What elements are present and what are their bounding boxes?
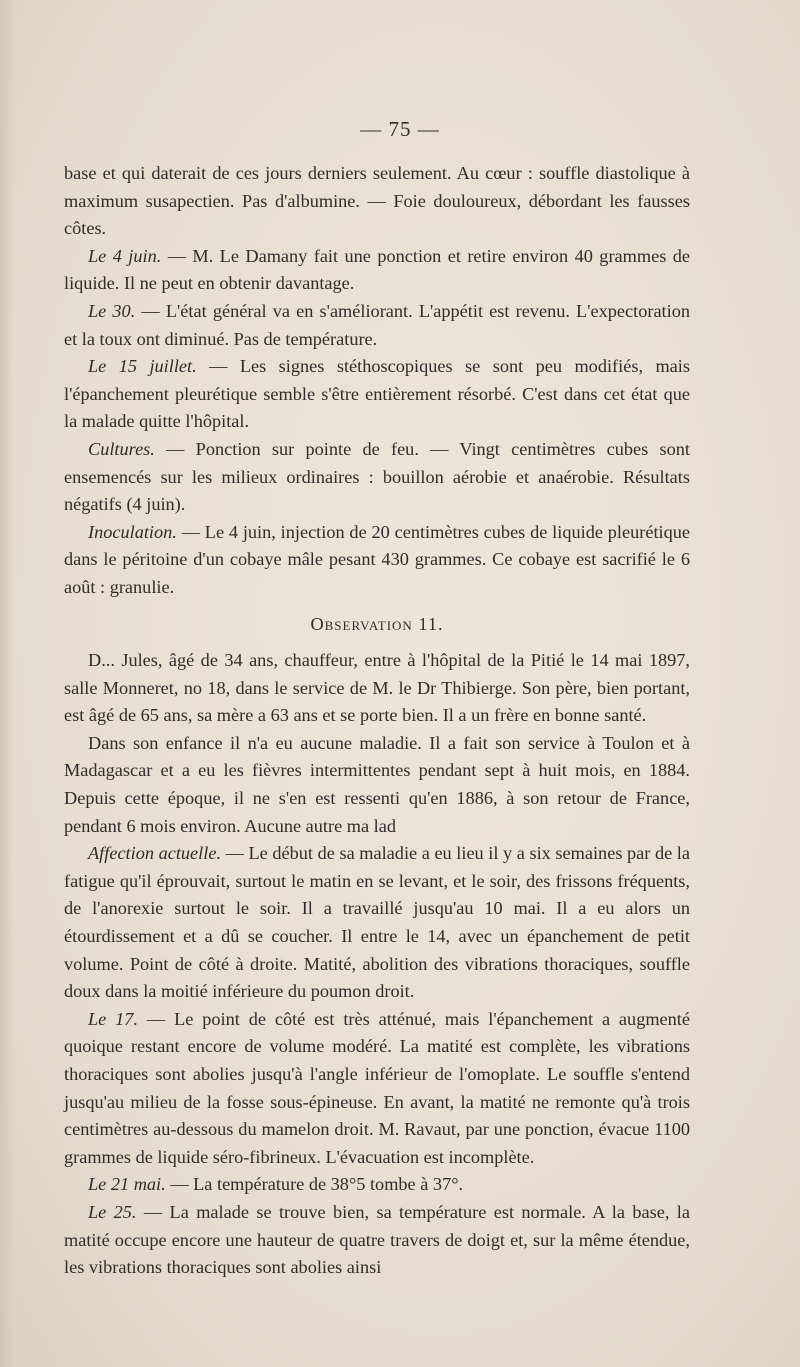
paragraph	[64, 1006, 690, 1172]
paragraph	[64, 519, 690, 602]
paragraph-lead: Inoculation.	[88, 521, 177, 542]
paragraph-lead: Le 30.	[88, 300, 136, 321]
paragraph	[64, 243, 690, 298]
paragraph	[64, 730, 690, 840]
paragraph-lead: Affection actuelle.	[88, 843, 222, 864]
paragraph-lead: Le 25.	[88, 1201, 137, 1222]
paragraph-text: Dans son enfance il n'a eu aucune maladie. Il a fait son service à Toulon et à Madagascar et a eu les fièvres intermittentes pendant sept à huit mois, en 1884. Depuis cette époque, il ne s'en est ressenti qu'en 1886, à son retour de France, pendant 6 mois environ. Aucune autre ma lad	[64, 732, 690, 836]
paragraph-lead: Cultures.	[88, 438, 155, 459]
page-gutter-shadow	[0, 0, 14, 1367]
paragraph	[64, 840, 690, 1006]
paragraph-text: — L'état général va en s'améliorant. L'appétit est revenu. L'expectoration et la toux ont diminué. Pas de température.	[64, 300, 690, 349]
section-heading	[64, 611, 690, 639]
paragraph	[64, 1171, 690, 1199]
paragraph	[64, 1199, 690, 1282]
body-text	[64, 160, 690, 1282]
paragraph-lead: Le 15 juillet.	[88, 356, 197, 377]
paragraph-text: base et qui daterait de ces jours derniers seulement. Au cœur : souffle diastolique à maximum susapectien. Pas d'albumine. — Foie douloureux, débordant les fausses côtes.	[64, 163, 690, 239]
paragraph-lead: Le 21 mai.	[88, 1174, 166, 1195]
paragraph-text: — Le 4 juin, injection de 20 centimètres cubes de liquide pleurétique dans le péritoine d'un cobaye mâle pesant 430 grammes. Ce cobaye est sacrifié le 6 août : granulie.	[64, 521, 690, 597]
paragraph-text: — Le point de côté est très atténué, mais l'épanchement a augmenté quoique restant encore de volume modéré. La matité est complète, les vibrations thoraciques sont abolies jusqu'à l'angle inférieur de l'omoplate. Le souffle s'entend jusqu'au milieu de la fosse sous-épineuse. En avant, la matité ne remonte qu'à trois centimètres au-dessous du mamelon droit. M. Ravaut, par une ponction, évacue 1100 grammes de liquide séro-fibrineux. L'évacuation est incomplète.	[64, 1008, 690, 1167]
paragraph	[64, 298, 690, 353]
paragraph-text: — La température de 38°5 tombe à 37°.	[170, 1174, 464, 1195]
page-number: — 75 —	[360, 117, 440, 141]
paragraph	[64, 353, 690, 436]
paragraph	[64, 160, 690, 243]
paragraph-text: — M. Le Damany fait une ponction et retire environ 40 grammes de liquide. Il ne peut en obtenir davantage.	[64, 245, 690, 294]
paragraph-lead: Le 4 juin.	[88, 245, 162, 266]
paragraph-text: — Les signes stéthoscopiques se sont peu modifiés, mais l'épanchement pleurétique semble s'être entièrement résorbé. C'est dans cet état que la malade quitte l'hôpital.	[64, 356, 690, 432]
paragraph-text: Observation 11.	[310, 613, 444, 634]
paragraph-text: — La malade se trouve bien, sa température est normale. A la base, la matité occupe encore une hauteur de quatre travers de doigt et, sur la même étendue, les vibrations thoraciques sont abolies ainsi	[64, 1201, 690, 1278]
paragraph-text: D... Jules, âgé de 34 ans, chauffeur, entre à l'hôpital de la Pitié le 14 mai 1897, salle Monneret, no 18, dans le service de M. le Dr Thibierge. Son père, bien portant, est âgé de 65 ans, sa mère a 63 ans et se porte bien. Il a un frère en bonne santé.	[64, 650, 690, 726]
paragraph	[64, 436, 690, 519]
paragraph-text: — Ponction sur pointe de feu. — Vingt centimètres cubes sont ensemencés sur les milieux ordinaires : bouillon aérobie et anaérobie. Résultats négatifs (4 juin).	[64, 438, 690, 515]
paragraph-text: — Le début de sa maladie a eu lieu il y a six semaines par de la fatigue qu'il éprouvait, surtout le matin en se levant, et le soir, des frissons fréquents, de l'anorexie surtout le soir. Il a travaillé jusqu'au 10 mai. Il a eu alors un étourdissement et a dû se coucher. Il entre le 14, avec un épanchement de petit volume. Point de côté à droite. Matité, abolition des vibrations thoraciques, souffle doux dans la moitié inférieure du poumon droit.	[64, 843, 691, 1002]
paragraph	[64, 647, 690, 730]
paragraph-lead: Le 17.	[88, 1008, 139, 1029]
